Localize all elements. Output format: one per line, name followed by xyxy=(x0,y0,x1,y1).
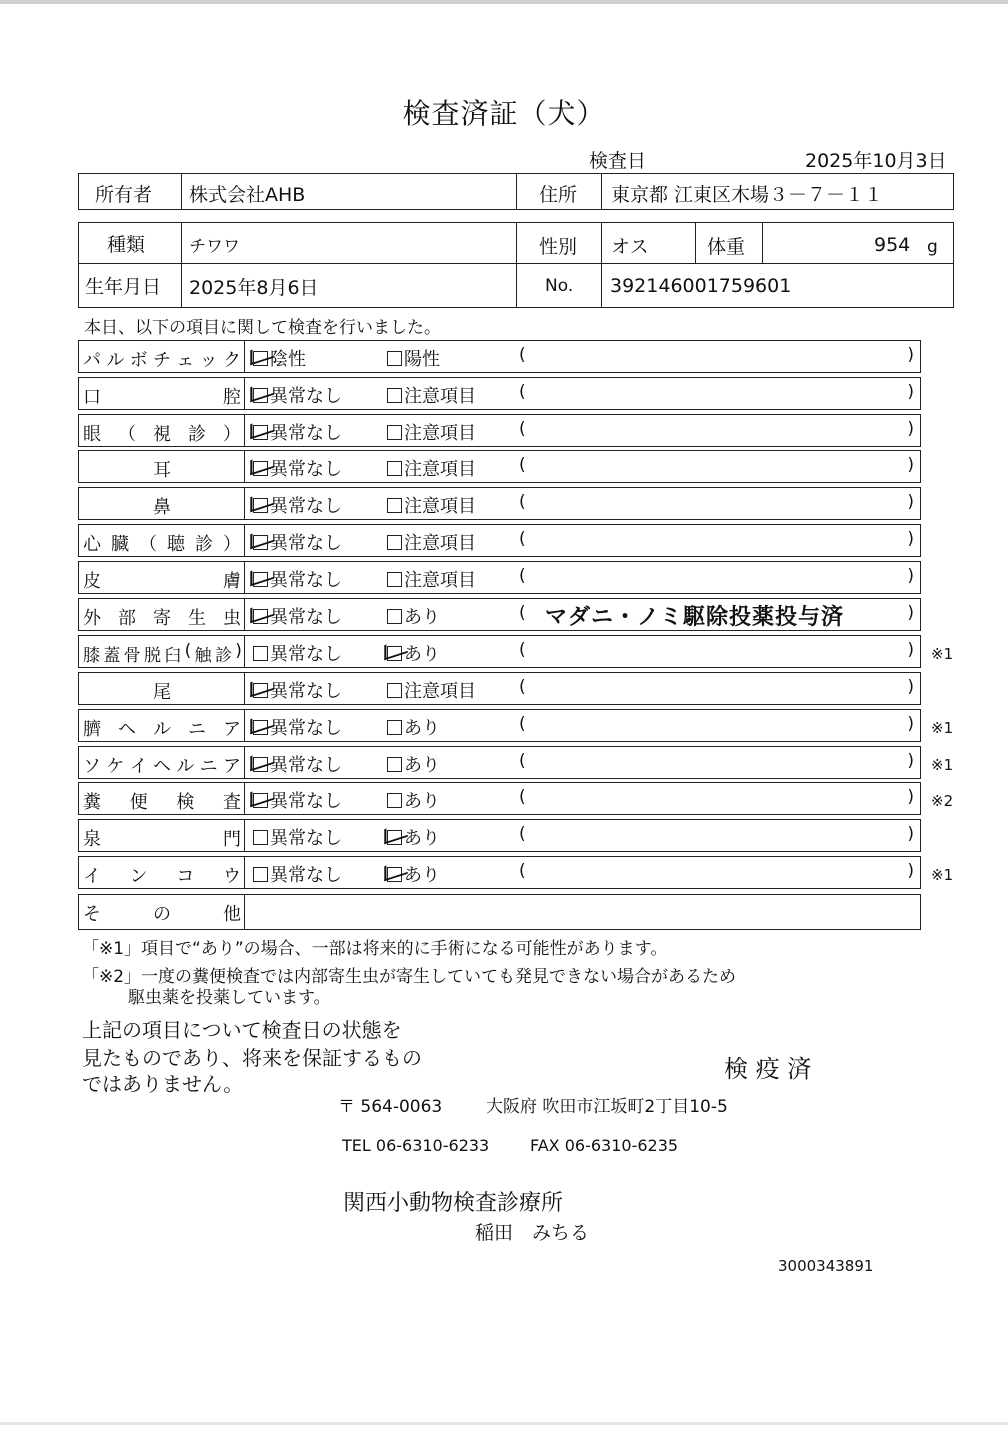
disclaimer-line-1: 上記の項目について検査日の状態を xyxy=(82,1018,402,1042)
option-finding-label: あり xyxy=(404,718,440,739)
checkbox-icon[interactable] xyxy=(253,388,268,403)
label-char: 糞 xyxy=(83,792,101,813)
option-normal-label: 異常なし xyxy=(270,459,342,480)
label-char: 虫 xyxy=(223,608,241,629)
row-note: マダニ・ノミ駆除投薬投与済 xyxy=(545,605,845,630)
option-finding-label: あり xyxy=(404,828,440,849)
label-char: 鼻 xyxy=(153,497,171,518)
label-char: （ xyxy=(139,534,157,555)
birth-label: 生年月日 xyxy=(85,276,162,298)
checkbox-icon[interactable] xyxy=(253,572,268,587)
checkbox-icon[interactable] xyxy=(253,535,268,550)
disclaimer-line-3: ではありません。 xyxy=(82,1072,244,1096)
label-char: 検 xyxy=(176,792,195,813)
owner-label: 所有者 xyxy=(95,184,153,206)
label-char: チ xyxy=(152,350,171,371)
label-char: 触 xyxy=(194,646,211,666)
label-char: そ xyxy=(83,904,101,925)
label-char: ( xyxy=(184,641,191,661)
option-finding[interactable] xyxy=(387,824,440,850)
clinic-fax: FAX 06-6310-6235 xyxy=(530,1136,679,1155)
row-label xyxy=(83,862,241,888)
label-char: 便 xyxy=(129,792,148,813)
label-char: 視 xyxy=(153,424,171,445)
label-char: 膚 xyxy=(223,571,241,592)
label-char: 聴 xyxy=(167,534,185,555)
clinic-person: 稲田 みちる xyxy=(475,1222,590,1244)
label-char: ア xyxy=(223,719,241,740)
inspection-row xyxy=(78,414,921,447)
label-char: 診 xyxy=(214,646,231,666)
address-value: 東京都 江東区木場３－７－１１ xyxy=(611,184,884,206)
label-char: ボ xyxy=(129,350,148,371)
paren-close: ) xyxy=(907,861,914,881)
label-char: 生 xyxy=(188,608,206,629)
option-normal[interactable] xyxy=(253,382,342,408)
paren-close: ) xyxy=(907,566,914,586)
label-char: 他 xyxy=(223,904,241,925)
option-normal-label: 異常なし xyxy=(270,865,342,886)
checkbox-icon[interactable] xyxy=(387,609,402,624)
option-finding-label: 陽性 xyxy=(404,349,440,370)
paren-close: ) xyxy=(907,455,914,475)
footnote-mark: ※1 xyxy=(931,645,954,663)
option-normal[interactable] xyxy=(253,566,342,592)
inspection-row xyxy=(78,524,921,557)
paren-close: ) xyxy=(907,382,914,402)
inspection-row xyxy=(78,672,921,705)
option-finding[interactable] xyxy=(387,382,476,408)
checkbox-icon[interactable] xyxy=(253,830,268,845)
inspection-row xyxy=(78,598,921,631)
weight-value: 954 xyxy=(874,234,911,256)
label-char: 臼 xyxy=(164,646,181,666)
option-normal-label: 異常なし xyxy=(270,681,342,702)
option-finding[interactable] xyxy=(387,419,476,445)
paren-open: ( xyxy=(519,751,526,771)
row-label xyxy=(83,604,241,630)
option-finding[interactable] xyxy=(387,529,476,555)
option-finding[interactable] xyxy=(387,861,440,887)
label-char: ウ xyxy=(222,866,241,887)
inspection-row xyxy=(78,487,921,520)
option-finding[interactable] xyxy=(387,714,440,740)
inspected-stamp: 検 疫 済 xyxy=(724,1055,812,1083)
row-label xyxy=(83,530,241,556)
paren-open: ( xyxy=(519,603,526,623)
label-char: ル xyxy=(153,719,171,740)
row-label xyxy=(83,752,241,778)
row-label xyxy=(83,567,241,593)
inspection-row xyxy=(78,746,954,779)
checkbox-icon[interactable] xyxy=(387,572,402,587)
label-char: ソ xyxy=(83,756,101,777)
label-char: ッ xyxy=(199,350,218,371)
row-label xyxy=(83,715,241,741)
option-finding-label: あり xyxy=(404,644,440,665)
paren-close: ) xyxy=(907,824,914,844)
row-label xyxy=(83,641,241,666)
label-char: ヘ xyxy=(152,756,171,777)
option-normal[interactable] xyxy=(253,419,342,445)
row-label xyxy=(83,825,241,851)
label-char: 外 xyxy=(83,608,101,629)
checkbox-icon[interactable] xyxy=(387,720,402,735)
label-char: パ xyxy=(83,350,101,371)
option-normal-label: 異常なし xyxy=(270,496,342,517)
label-char: 腔 xyxy=(223,387,241,408)
label-char: 心 xyxy=(83,534,101,555)
option-finding-label: あり xyxy=(404,755,440,776)
breed-value: チワワ xyxy=(189,237,240,257)
row-label xyxy=(83,788,241,814)
inspection-row xyxy=(78,819,921,852)
inspection-row xyxy=(78,856,954,889)
other-row xyxy=(78,894,921,930)
weight-unit: g xyxy=(927,237,938,257)
option-normal[interactable] xyxy=(253,603,342,629)
checkbox-icon[interactable] xyxy=(387,535,402,550)
option-finding[interactable] xyxy=(387,677,476,703)
label-char: 寄 xyxy=(153,608,171,629)
option-normal[interactable] xyxy=(253,345,306,371)
paren-open: ( xyxy=(519,382,526,402)
option-finding[interactable] xyxy=(387,640,440,666)
checkbox-icon[interactable] xyxy=(253,609,268,624)
paren-open: ( xyxy=(519,640,526,660)
option-finding-label: 注意項目 xyxy=(404,386,476,407)
label-char: ヘ xyxy=(118,719,136,740)
owner-box xyxy=(78,173,954,210)
paren-close: ) xyxy=(907,714,914,734)
inspection-row xyxy=(78,450,921,483)
checkbox-icon[interactable] xyxy=(253,498,268,513)
breed-label: 種類 xyxy=(107,234,146,256)
paren-close: ) xyxy=(907,492,914,512)
document-id: 3000343891 xyxy=(778,1257,874,1275)
label-char: ） xyxy=(223,534,241,555)
paren-close: ) xyxy=(907,787,914,807)
label-char: 蓋 xyxy=(103,646,120,666)
paren-open: ( xyxy=(519,529,526,549)
row-label xyxy=(83,383,241,409)
clinic-address: 大阪府 吹田市江坂町2丁目10-5 xyxy=(486,1097,728,1117)
option-normal[interactable] xyxy=(253,824,342,850)
option-finding-label: 注意項目 xyxy=(404,681,476,702)
checkbox-icon[interactable] xyxy=(387,351,402,366)
label-char: 眼 xyxy=(83,424,101,445)
option-normal[interactable] xyxy=(253,677,342,703)
option-finding-label: あり xyxy=(404,791,440,812)
exam-date-label: 検査日 xyxy=(589,150,647,172)
paren-close: ) xyxy=(907,677,914,697)
row-label xyxy=(83,678,241,704)
label-char: ル xyxy=(176,756,195,777)
paren-close: ) xyxy=(907,640,914,660)
inspection-row xyxy=(78,377,921,410)
option-normal[interactable] xyxy=(253,455,342,481)
label-char: イ xyxy=(83,866,101,887)
label-char: コ xyxy=(176,866,195,887)
clinic-tel: TEL 06-6310-6233 xyxy=(342,1136,490,1155)
label-char: 門 xyxy=(223,829,241,850)
label-char: 耳 xyxy=(153,460,171,481)
owner-value: 株式会社AHB xyxy=(189,184,306,206)
paren-open: ( xyxy=(519,677,526,697)
row-label xyxy=(83,493,241,519)
paren-close: ) xyxy=(907,603,914,623)
label-char: ） xyxy=(223,424,241,445)
option-normal-label: 異常なし xyxy=(270,533,342,554)
checkbox-icon[interactable] xyxy=(387,793,402,808)
label-char: ク xyxy=(222,350,241,371)
number-value: 392146001759601 xyxy=(610,275,792,297)
checkbox-icon[interactable] xyxy=(387,830,402,845)
option-finding-label: 注意項目 xyxy=(404,423,476,444)
option-finding[interactable] xyxy=(387,566,476,592)
option-normal-label: 異常なし xyxy=(270,423,342,444)
checkbox-icon[interactable] xyxy=(253,757,268,772)
option-finding-label: 注意項目 xyxy=(404,570,476,591)
paren-open: ( xyxy=(519,714,526,734)
inspection-row xyxy=(78,340,921,373)
option-normal-label: 異常なし xyxy=(270,755,342,776)
label-char: 皮 xyxy=(83,571,101,592)
label-char: 膝 xyxy=(83,646,99,666)
checkbox-icon[interactable] xyxy=(387,683,402,698)
label-char: 臓 xyxy=(111,534,129,555)
animal-info-box xyxy=(78,222,954,308)
option-normal-label: 異常なし xyxy=(270,644,342,665)
option-normal[interactable] xyxy=(253,751,342,777)
paren-close: ) xyxy=(907,751,914,771)
disclaimer-line-2: 見たものであり、将来を保証するもの xyxy=(82,1046,422,1070)
checkbox-icon[interactable] xyxy=(387,388,402,403)
intro-text: 本日、以下の項目に関して検査を行いました。 xyxy=(84,318,441,338)
footnote-2: 「※2」一度の糞便検査では内部寄生虫が寄生していても発見できない場合があるため xyxy=(82,967,737,987)
footnote-1: 「※1」項目で“あり”の場合、一部は将来的に手術になる可能性があります。 xyxy=(82,939,668,959)
scan-bottom-edge xyxy=(0,1422,1008,1425)
footnote-2-cont: 駆虫薬を投薬しています。 xyxy=(128,988,331,1008)
label-char: 診 xyxy=(188,424,206,445)
option-normal[interactable] xyxy=(253,640,342,666)
label-char: 骨 xyxy=(123,646,140,666)
footnote-mark: ※1 xyxy=(931,866,954,884)
label-char: ケ xyxy=(106,756,125,777)
label-char: ニ xyxy=(188,719,206,740)
checkbox-icon[interactable] xyxy=(387,461,402,476)
paren-open: ( xyxy=(519,861,526,881)
sex-label: 性別 xyxy=(539,236,578,258)
clinic-name: 関西小動物検査診療所 xyxy=(343,1191,564,1216)
option-finding[interactable] xyxy=(387,345,440,371)
checkbox-icon[interactable] xyxy=(253,351,268,366)
checkbox-icon[interactable] xyxy=(387,757,402,772)
label-char: 尾 xyxy=(153,682,171,703)
checkbox-icon[interactable] xyxy=(387,425,402,440)
label-char: 査 xyxy=(222,792,241,813)
row-label xyxy=(83,346,241,372)
option-normal-label: 異常なし xyxy=(270,791,342,812)
label-char: ル xyxy=(106,350,125,371)
paren-open: ( xyxy=(519,455,526,475)
birth-value: 2025年8月6日 xyxy=(189,277,319,299)
label-char: 臍 xyxy=(83,719,101,740)
label-char: 泉 xyxy=(83,829,101,850)
option-normal[interactable] xyxy=(253,787,342,813)
option-normal[interactable] xyxy=(253,861,342,887)
option-finding[interactable] xyxy=(387,455,476,481)
row-label xyxy=(83,456,241,482)
option-normal-label: 異常なし xyxy=(270,570,342,591)
label-char: （ xyxy=(118,424,136,445)
label-char: 診 xyxy=(195,534,213,555)
checkbox-icon[interactable] xyxy=(387,867,402,882)
sex-value: オス xyxy=(611,236,649,258)
inspection-row xyxy=(78,782,954,815)
paren-close: ) xyxy=(907,419,914,439)
label-char: ン xyxy=(129,866,148,887)
checkbox-icon[interactable] xyxy=(387,646,402,661)
paren-open: ( xyxy=(519,345,526,365)
checkbox-icon[interactable] xyxy=(253,867,268,882)
option-finding[interactable] xyxy=(387,492,476,518)
option-finding-label: 注意項目 xyxy=(404,459,476,480)
paren-open: ( xyxy=(519,492,526,512)
label-char: ) xyxy=(235,641,241,661)
paren-open: ( xyxy=(519,824,526,844)
option-finding-label: 注意項目 xyxy=(404,496,476,517)
checkbox-icon[interactable] xyxy=(253,646,268,661)
address-label: 住所 xyxy=(539,184,578,206)
checkbox-icon[interactable] xyxy=(253,425,268,440)
label-char: ア xyxy=(222,756,241,777)
inspection-row xyxy=(78,709,954,742)
weight-label: 体重 xyxy=(707,236,746,258)
option-normal[interactable] xyxy=(253,529,342,555)
document-title: 検査済証（犬） xyxy=(402,97,606,130)
option-normal-label: 異常なし xyxy=(270,607,342,628)
option-finding-label: あり xyxy=(404,607,440,628)
paren-open: ( xyxy=(519,787,526,807)
label-char: 脱 xyxy=(143,646,160,666)
label-char: 部 xyxy=(118,608,136,629)
scan-top-edge xyxy=(0,0,1008,4)
exam-date-value: 2025年10月3日 xyxy=(805,150,947,172)
checkbox-icon[interactable] xyxy=(253,683,268,698)
label-char: ェ xyxy=(176,350,195,371)
footnote-mark: ※1 xyxy=(931,719,954,737)
inspection-row xyxy=(78,561,921,594)
option-normal-label: 陰性 xyxy=(270,349,306,370)
option-normal-label: 異常なし xyxy=(270,718,342,739)
label-char: イ xyxy=(129,756,148,777)
label-char: ニ xyxy=(199,756,218,777)
paren-open: ( xyxy=(519,419,526,439)
footnote-mark: ※1 xyxy=(931,756,954,774)
option-normal-label: 異常なし xyxy=(270,828,342,849)
option-finding-label: 注意項目 xyxy=(404,533,476,554)
option-normal[interactable] xyxy=(253,492,342,518)
option-finding[interactable] xyxy=(387,751,440,777)
option-normal[interactable] xyxy=(253,714,342,740)
row-label xyxy=(83,420,241,446)
paren-close: ) xyxy=(907,345,914,365)
footnote-mark: ※2 xyxy=(931,792,954,810)
number-label: No. xyxy=(545,276,574,296)
label-char: の xyxy=(153,904,171,925)
checkbox-icon[interactable] xyxy=(387,498,402,513)
paren-open: ( xyxy=(519,566,526,586)
option-finding-label: あり xyxy=(404,865,440,886)
inspection-row xyxy=(78,635,954,668)
option-finding[interactable] xyxy=(387,787,440,813)
option-finding[interactable] xyxy=(387,603,440,629)
checkbox-icon[interactable] xyxy=(253,793,268,808)
checkbox-icon[interactable] xyxy=(253,720,268,735)
option-normal-label: 異常なし xyxy=(270,386,342,407)
paren-close: ) xyxy=(907,529,914,549)
label-char: 口 xyxy=(83,387,101,408)
clinic-postal: 〒 564-0063 xyxy=(338,1097,443,1117)
other-label xyxy=(83,900,241,926)
checkbox-icon[interactable] xyxy=(253,461,268,476)
